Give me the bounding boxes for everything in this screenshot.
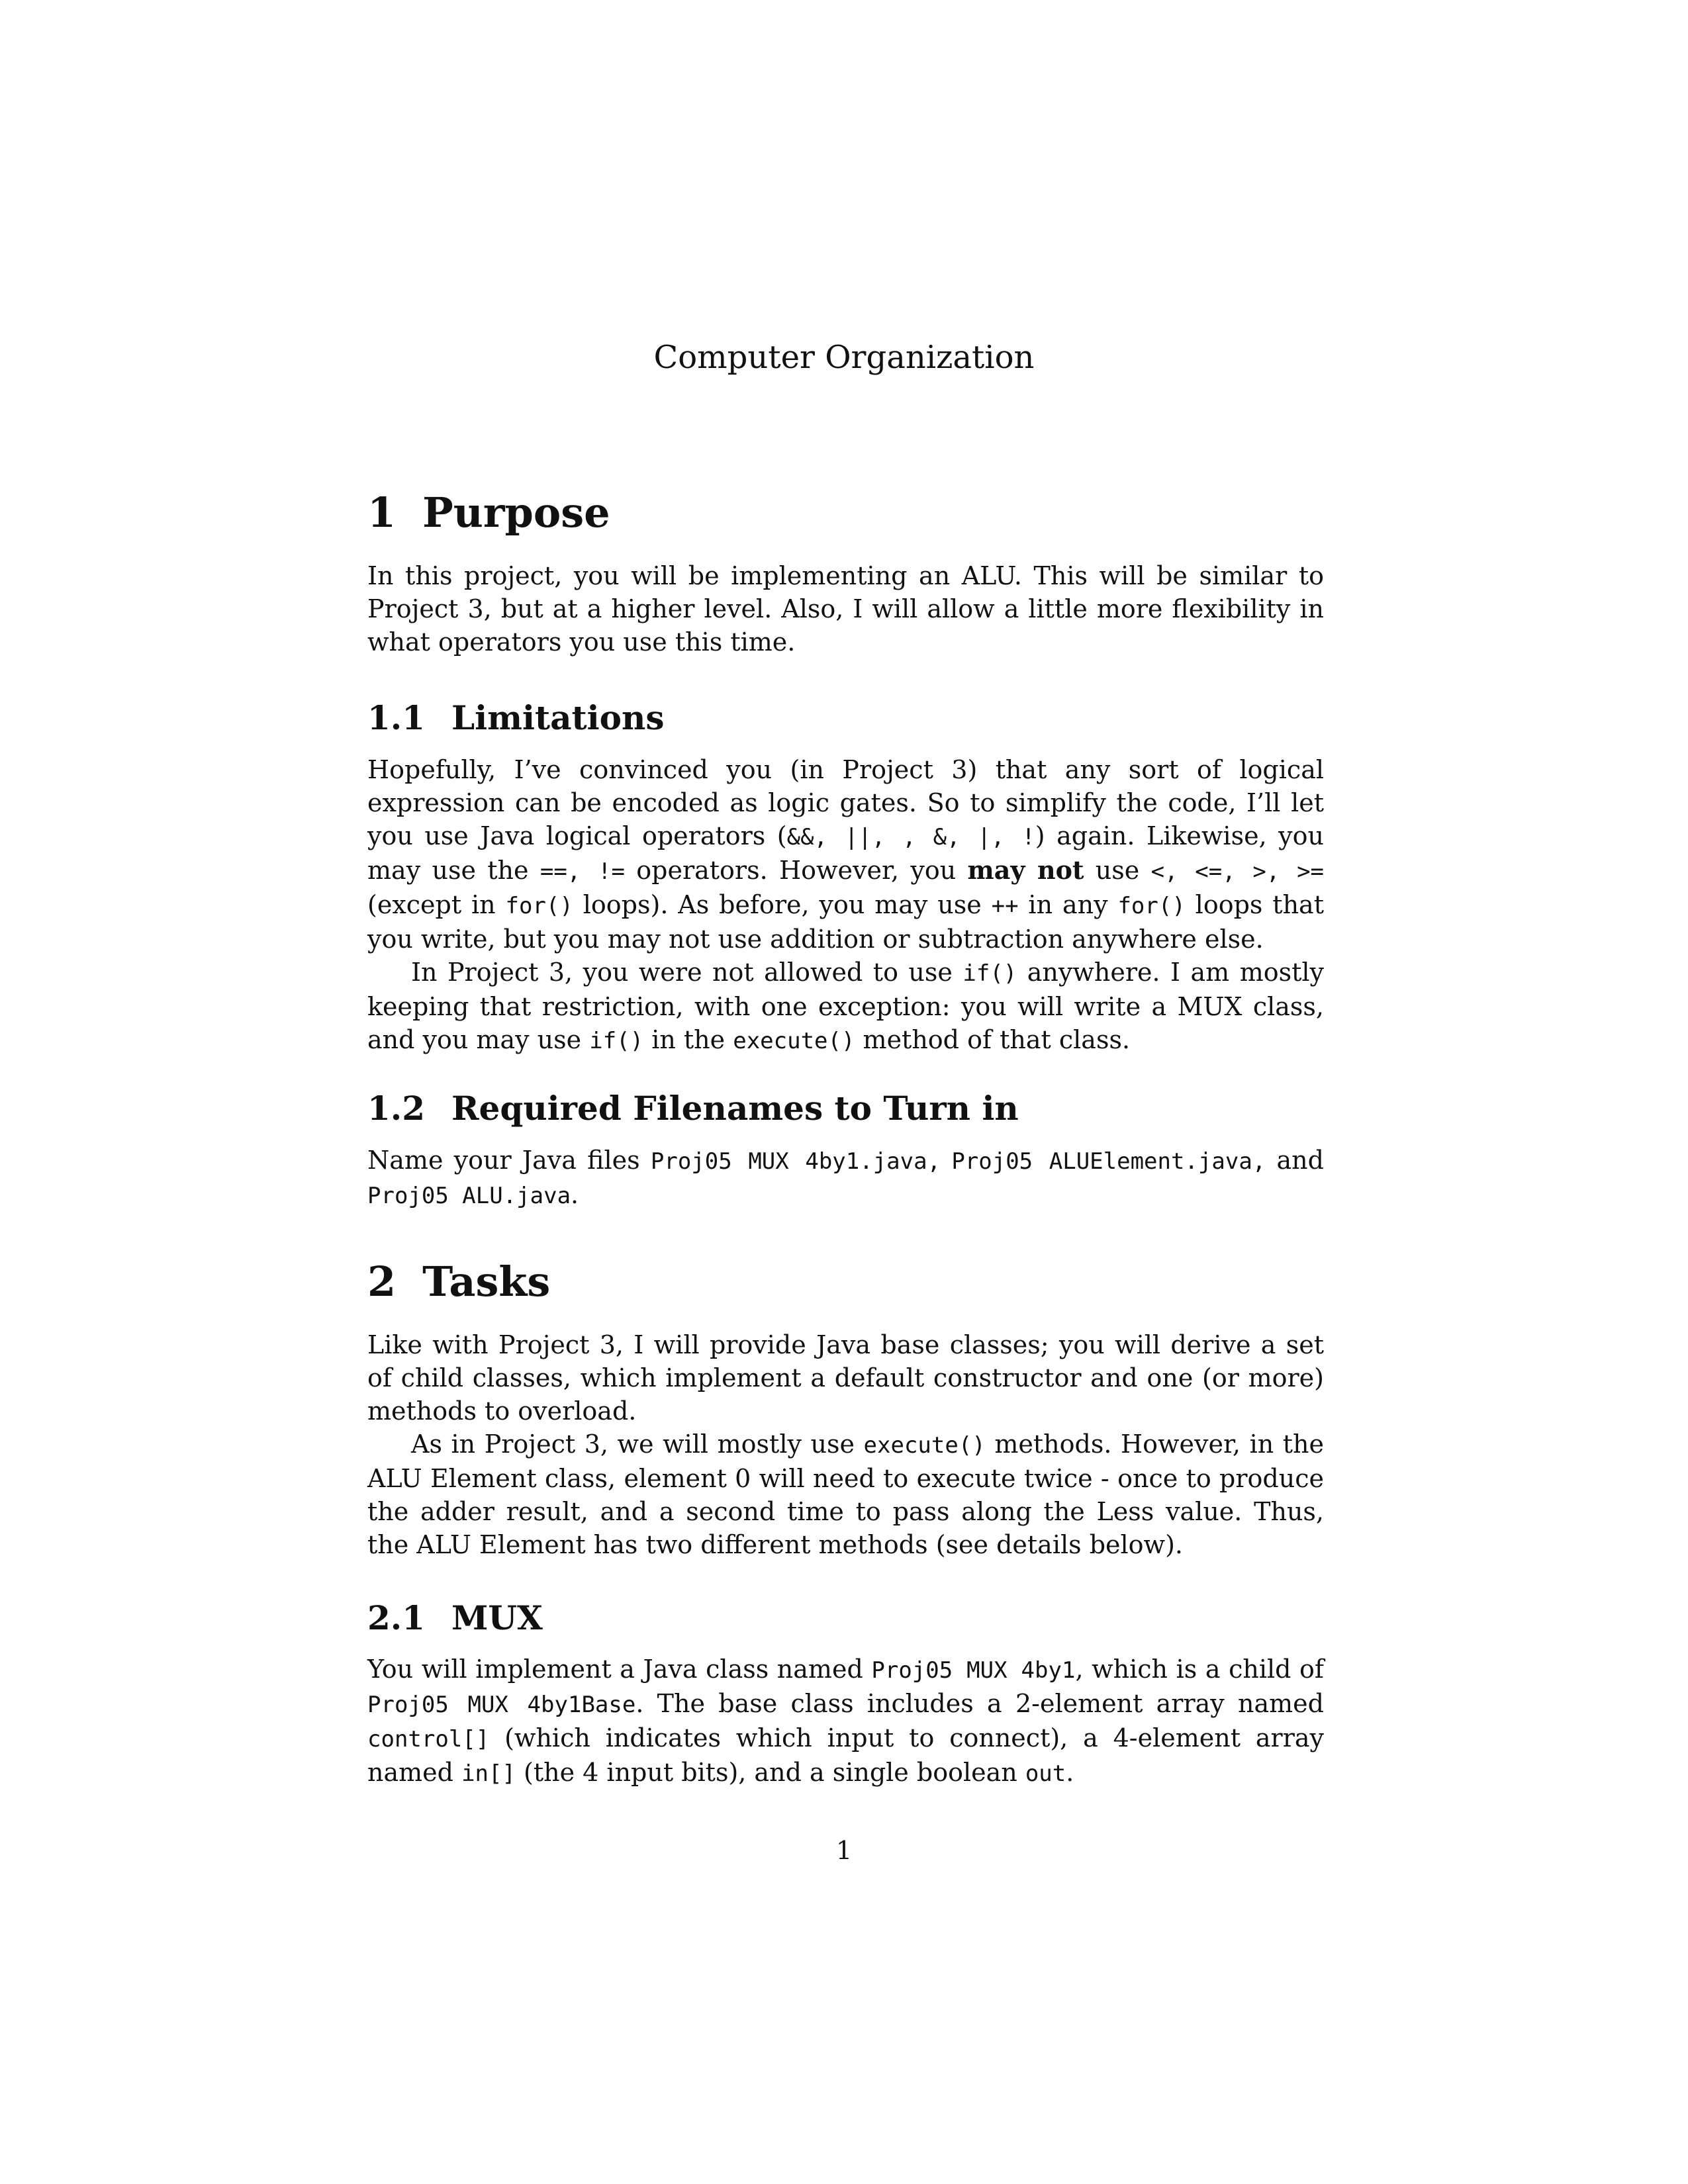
- text: You will implement a Java class named: [367, 1655, 872, 1684]
- text: [941, 1146, 951, 1175]
- code-for-loop: for(): [1117, 893, 1186, 919]
- code-control-array: control[]: [367, 1726, 490, 1752]
- code-out: out: [1025, 1760, 1066, 1787]
- text: loops). As before, you may use: [573, 890, 992, 919]
- text: anywhere. I am mostly keeping that restriction, with one exception: you will write a MUX class, and you may use: [367, 958, 1324, 1054]
- emphasis-may-not: may not: [967, 855, 1084, 885]
- code-filename-mux: Proj05 MUX 4by1.java,: [650, 1148, 941, 1175]
- section-number: 2: [367, 1257, 397, 1306]
- code-if: if(): [589, 1028, 644, 1054]
- section-heading-tasks: [367, 1257, 550, 1306]
- text: (the 4 input bits), and a single boolean: [515, 1758, 1025, 1787]
- purpose-section: [367, 559, 1324, 659]
- section-title: MUX: [451, 1598, 543, 1637]
- section-title: Limitations: [451, 698, 665, 737]
- section-number: 2.1: [367, 1598, 425, 1637]
- text: and: [1266, 1146, 1324, 1175]
- purpose-paragraph: In this project, you will be implementing an ALU. This will be similar to Project 3, but at a higher level. Also, I will allow a little more flexibility in what operators you use this time.: [367, 561, 1324, 657]
- code-equality-operators: ==, !=: [539, 858, 625, 885]
- code-filename-alu-element: Proj05 ALUElement.java,: [951, 1148, 1266, 1175]
- text: loops that you write, but you may not use addition or subtraction anywhere else.: [367, 890, 1324, 954]
- filenames-section: [367, 1144, 1324, 1212]
- section-number: 1.2: [367, 1089, 425, 1128]
- text: Hopefully, I’ve convinced you (in Project 3) that any sort of logical expression can be encoded as logic gates. So to simplify the code, I’ll let you use Java logical operators (: [367, 755, 1324, 850]
- code-logical-operators: &&, ||, , &, |, !: [786, 824, 1035, 850]
- code-comparison-operators: <, <=, >, >=: [1150, 858, 1325, 885]
- tasks-section: [367, 1328, 1324, 1561]
- code-filename-alu: Proj05 ALU.java: [367, 1183, 571, 1209]
- mux-paragraph: [367, 1653, 1324, 1790]
- code-if: if(): [962, 960, 1017, 987]
- text: in the: [643, 1025, 733, 1054]
- code-execute: execute(): [863, 1432, 986, 1459]
- text: Name your Java files: [367, 1146, 651, 1175]
- text: . The base class includes a 2-element array named: [635, 1689, 1324, 1718]
- limitations-section: [367, 753, 1324, 1058]
- text: ) again. Likewise, you may use the: [367, 821, 1324, 885]
- tasks-paragraph-1: Like with Project 3, I will provide Java base classes; you will derive a set of child classes, which implement a default constructor and one (or more) methods to overload.: [367, 1330, 1324, 1426]
- section-number: 1: [367, 488, 397, 537]
- text: In Project 3, you were not allowed to use: [411, 958, 963, 987]
- code-class-mux-base: Proj05 MUX 4by1Base: [367, 1692, 636, 1718]
- text: method of that class.: [855, 1025, 1131, 1054]
- code-in-array: in[]: [461, 1760, 516, 1787]
- text: in any: [1018, 890, 1118, 919]
- code-execute: execute(): [733, 1028, 855, 1054]
- section-title: Required Filenames to Turn in: [451, 1089, 1019, 1128]
- document-title: Computer Organization: [653, 339, 1035, 376]
- limitations-paragraph-2: [367, 956, 1324, 1058]
- page-number: 1: [835, 1836, 853, 1865]
- limitations-paragraph-1: [367, 753, 1324, 956]
- text: (except in: [367, 890, 506, 919]
- text: (which indicates which input to connect), a 4-element array named: [367, 1723, 1324, 1787]
- section-title: Tasks: [422, 1257, 551, 1306]
- text: use: [1084, 856, 1151, 885]
- code-for-loop: for(): [505, 893, 573, 919]
- mux-section: [367, 1653, 1324, 1790]
- filenames-paragraph: [367, 1144, 1324, 1212]
- section-number: 1.1: [367, 698, 425, 737]
- tasks-paragraph-2: [367, 1428, 1324, 1561]
- section-heading-mux: [367, 1598, 543, 1637]
- text: .: [571, 1180, 579, 1209]
- text: .: [1066, 1758, 1074, 1787]
- section-heading-filenames: [367, 1089, 1019, 1128]
- code-class-mux: Proj05 MUX 4by1: [871, 1657, 1076, 1684]
- section-title: Purpose: [422, 488, 610, 537]
- text: methods. However, in the ALU Element class, element 0 will need to execute twice - once to produce the adder result, and a second time to pass along the Less value. Thus, the ALU Element has two different methods (see details below).: [367, 1430, 1324, 1559]
- code-increment: ++: [991, 893, 1019, 919]
- text: , which is a child of: [1075, 1655, 1324, 1684]
- text: As in Project 3, we will mostly use: [411, 1430, 864, 1459]
- text: operators. However, you: [624, 856, 968, 885]
- section-heading-purpose: [367, 488, 610, 537]
- section-heading-limitations: [367, 698, 664, 737]
